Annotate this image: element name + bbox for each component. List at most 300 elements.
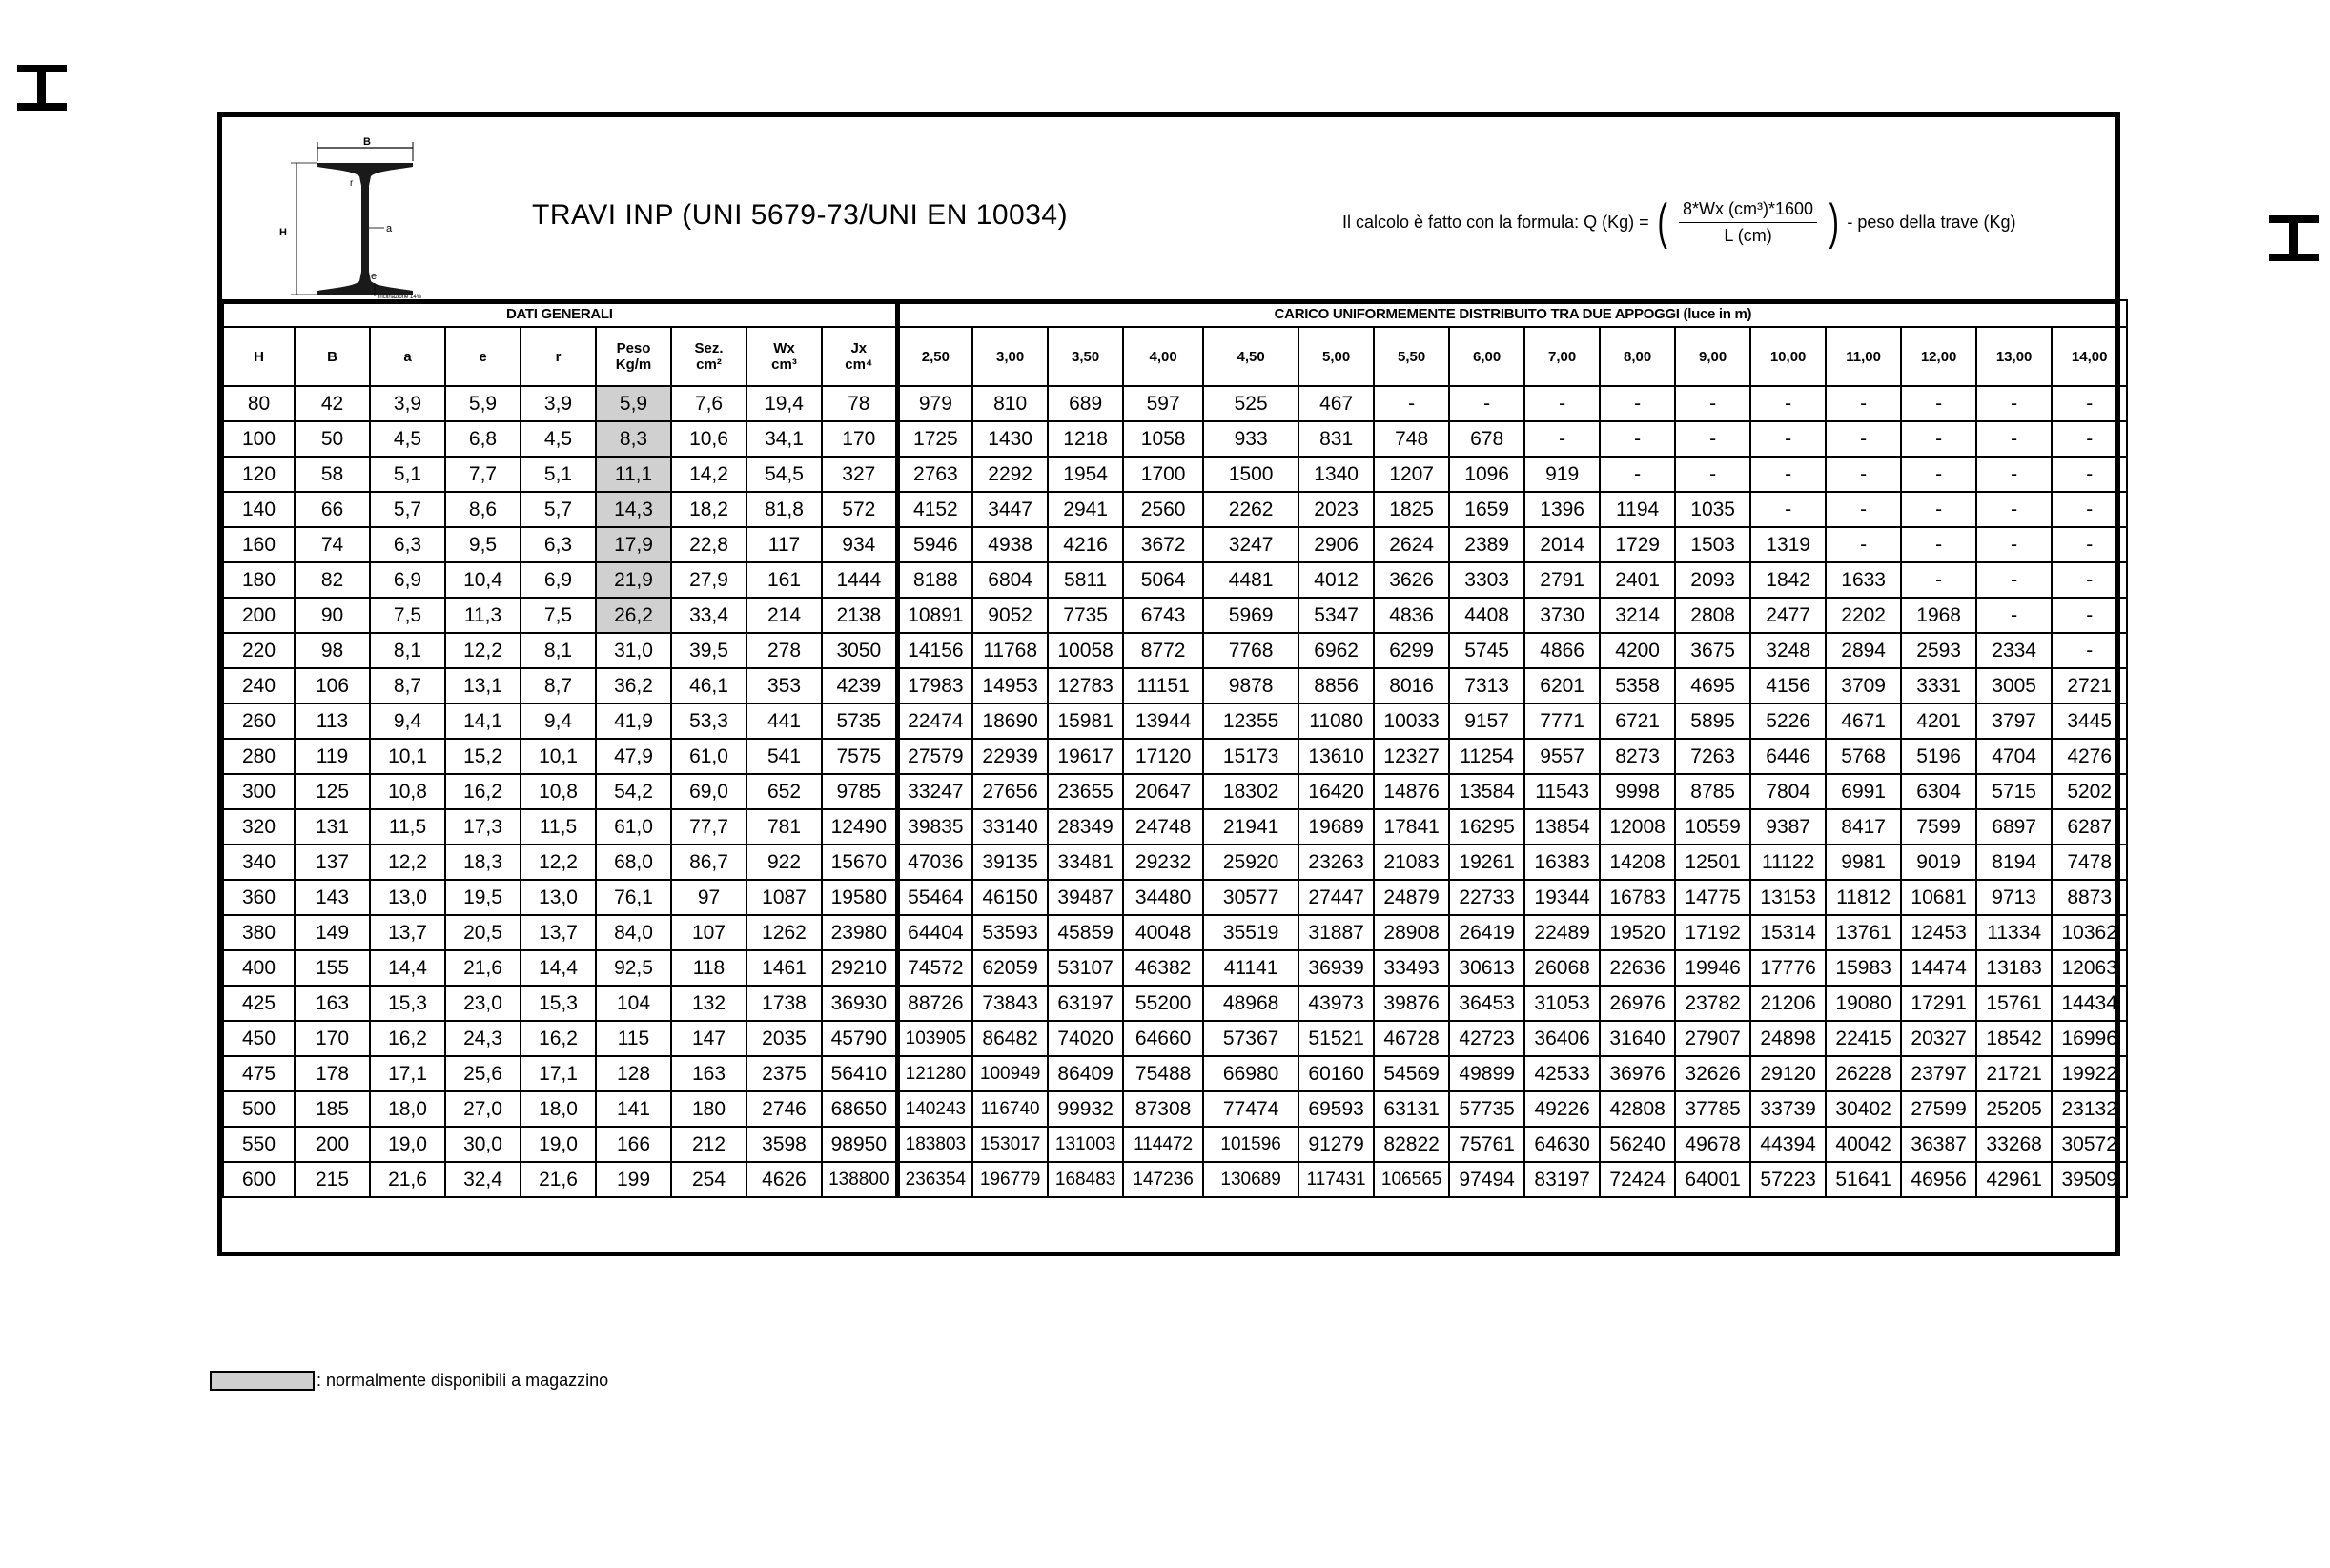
table-cell-load: 17291 bbox=[1901, 986, 1976, 1021]
table-cell-load: 3709 bbox=[1826, 668, 1901, 703]
table-cell-load: 8417 bbox=[1826, 809, 1901, 845]
table-cell-general: 16,2 bbox=[370, 1021, 445, 1056]
table-cell-general: 29210 bbox=[822, 950, 897, 986]
table-cell-load: 3248 bbox=[1750, 633, 1826, 668]
table-row bbox=[223, 880, 2127, 915]
formula-open-paren: ( bbox=[1657, 194, 1667, 250]
table-cell-load: 36453 bbox=[1449, 986, 1524, 1021]
table-cell-general: 68,0 bbox=[596, 845, 671, 880]
table-cell-general: 117 bbox=[746, 527, 822, 562]
table-cell-load: 21941 bbox=[1203, 809, 1298, 845]
table-cell-general: 9,4 bbox=[370, 703, 445, 739]
table-cell-load: - bbox=[1675, 421, 1750, 457]
table-cell-general: 5,9 bbox=[445, 386, 521, 421]
table-cell-load: 33140 bbox=[972, 809, 1048, 845]
group-header-general: DATI GENERALI bbox=[223, 300, 897, 327]
table-cell-general: 53,3 bbox=[671, 703, 746, 739]
table-cell-load: 10362 bbox=[2052, 915, 2127, 950]
table-cell-load: 5202 bbox=[2052, 774, 2127, 809]
span-column-header: 13,00 bbox=[1976, 327, 2052, 386]
table-cell-load: - bbox=[2052, 421, 2127, 457]
table-cell-load: 7478 bbox=[2052, 845, 2127, 880]
i-beam-corner-icon-left bbox=[17, 65, 67, 111]
table-cell-general: 13,1 bbox=[445, 668, 521, 703]
table-cell-load: 101596 bbox=[1203, 1127, 1298, 1162]
formula-tail: - peso della trave (Kg) bbox=[1847, 212, 2016, 232]
table-cell-load: 21721 bbox=[1976, 1056, 2052, 1091]
table-cell-general: 360 bbox=[223, 880, 295, 915]
table-cell-load: 3447 bbox=[972, 492, 1048, 527]
table-cell-load: 30402 bbox=[1826, 1091, 1901, 1127]
table-cell-load: 4671 bbox=[1826, 703, 1901, 739]
svg-text:H: H bbox=[279, 227, 287, 238]
table-cell-load: 31887 bbox=[1298, 915, 1374, 950]
column-header-line: B bbox=[327, 348, 337, 365]
table-cell-load: 11254 bbox=[1449, 739, 1524, 774]
table-cell-load: 2894 bbox=[1826, 633, 1901, 668]
table-cell-load: 2389 bbox=[1449, 527, 1524, 562]
table-cell-general: 46,1 bbox=[671, 668, 746, 703]
table-cell-general: 50 bbox=[295, 421, 370, 457]
span-column-header: 3,50 bbox=[1048, 327, 1123, 386]
page-title: TRAVI INP (UNI 5679-73/UNI EN 10034) bbox=[532, 199, 1069, 231]
table-cell-load: 3730 bbox=[1524, 598, 1600, 633]
table-cell-load: 21206 bbox=[1750, 986, 1826, 1021]
table-cell-general: 98 bbox=[295, 633, 370, 668]
table-cell-load: 49899 bbox=[1449, 1056, 1524, 1091]
table-cell-load: 5715 bbox=[1976, 774, 2052, 809]
table-cell-general: 10,1 bbox=[370, 739, 445, 774]
table-cell-general: 113 bbox=[295, 703, 370, 739]
table-cell-load: 16996 bbox=[2052, 1021, 2127, 1056]
table-cell-general: 475 bbox=[223, 1056, 295, 1091]
table-cell-load: 7313 bbox=[1449, 668, 1524, 703]
table-cell-load: 196779 bbox=[972, 1162, 1048, 1197]
table-cell-load: - bbox=[1750, 421, 1826, 457]
table-cell-general: 17,1 bbox=[370, 1056, 445, 1091]
formula-close-paren: ) bbox=[1829, 194, 1839, 250]
table-cell-load: 33481 bbox=[1048, 845, 1123, 880]
table-cell-load: 55464 bbox=[897, 880, 972, 915]
table-cell-general: 13,7 bbox=[521, 915, 596, 950]
table-row bbox=[223, 986, 2127, 1021]
table-cell-load: 5745 bbox=[1449, 633, 1524, 668]
table-cell-general: 166 bbox=[596, 1127, 671, 1162]
table-cell-load: 6299 bbox=[1374, 633, 1449, 668]
table-cell-load: 75488 bbox=[1123, 1056, 1203, 1091]
table-cell-load: 39835 bbox=[897, 809, 972, 845]
table-cell-general: 14,4 bbox=[521, 950, 596, 986]
table-cell-general: 137 bbox=[295, 845, 370, 880]
table-cell-load: 5895 bbox=[1675, 703, 1750, 739]
table-cell-load: 5064 bbox=[1123, 562, 1203, 598]
table-cell-load: - bbox=[1826, 421, 1901, 457]
column-header-line: e bbox=[479, 348, 487, 365]
table-cell-general: 17,1 bbox=[521, 1056, 596, 1091]
table-cell-general: 353 bbox=[746, 668, 822, 703]
table-cell-general: 39,5 bbox=[671, 633, 746, 668]
table-cell-general: 15,3 bbox=[521, 986, 596, 1021]
table-cell-general: 8,6 bbox=[445, 492, 521, 527]
table-cell-general: 5,9 bbox=[596, 386, 671, 421]
table-cell-load: 15761 bbox=[1976, 986, 2052, 1021]
table-cell-load: 3797 bbox=[1976, 703, 2052, 739]
table-cell-load: 26228 bbox=[1826, 1056, 1901, 1091]
table-cell-load: - bbox=[2052, 598, 2127, 633]
table-cell-general: 9785 bbox=[822, 774, 897, 809]
table-cell-load: 35519 bbox=[1203, 915, 1298, 950]
table-cell-general: 5,7 bbox=[521, 492, 596, 527]
table-cell-general: 19,4 bbox=[746, 386, 822, 421]
table-cell-load: 6743 bbox=[1123, 598, 1203, 633]
table-cell-general: 185 bbox=[295, 1091, 370, 1127]
table-cell-general: 23980 bbox=[822, 915, 897, 950]
table-cell-load: 15981 bbox=[1048, 703, 1123, 739]
table-cell-load: 19946 bbox=[1675, 950, 1750, 986]
table-cell-general: 652 bbox=[746, 774, 822, 809]
table-cell-general: 180 bbox=[671, 1091, 746, 1127]
table-row bbox=[223, 386, 2127, 421]
table-cell-load: 11334 bbox=[1976, 915, 2052, 950]
table-cell-load: 30572 bbox=[2052, 1127, 2127, 1162]
table-cell-general: 107 bbox=[671, 915, 746, 950]
table-cell-load: 31640 bbox=[1600, 1021, 1675, 1056]
table-cell-general: 20,5 bbox=[445, 915, 521, 950]
table-cell-general: 3,9 bbox=[521, 386, 596, 421]
table-cell-general: 260 bbox=[223, 703, 295, 739]
table-cell-general: 280 bbox=[223, 739, 295, 774]
table-cell-load: - bbox=[2052, 492, 2127, 527]
table-cell-general: 54,2 bbox=[596, 774, 671, 809]
table-cell-load: 21083 bbox=[1374, 845, 1449, 880]
span-column-header: 8,00 bbox=[1600, 327, 1675, 386]
table-cell-load: 2014 bbox=[1524, 527, 1600, 562]
table-cell-general: 19580 bbox=[822, 880, 897, 915]
table-cell-general: 21,9 bbox=[596, 562, 671, 598]
table-cell-general: 8,7 bbox=[521, 668, 596, 703]
table-row bbox=[223, 527, 2127, 562]
table-cell-general: 68650 bbox=[822, 1091, 897, 1127]
table-cell-load: 62059 bbox=[972, 950, 1048, 986]
span-column-header: 5,00 bbox=[1298, 327, 1374, 386]
table-cell-load: - bbox=[1449, 386, 1524, 421]
table-cell-load: 86409 bbox=[1048, 1056, 1123, 1091]
table-cell-general: 14,2 bbox=[671, 457, 746, 492]
beam-table-frame bbox=[217, 112, 2120, 1256]
table-cell-load: 4836 bbox=[1374, 598, 1449, 633]
column-header-line: Jx bbox=[850, 340, 868, 356]
span-column-header: 11,00 bbox=[1826, 327, 1901, 386]
table-cell-load: 1218 bbox=[1048, 421, 1123, 457]
span-column-header: 14,00 bbox=[2052, 327, 2127, 386]
svg-text:a: a bbox=[386, 223, 393, 234]
table-cell-general: 21,6 bbox=[445, 950, 521, 986]
table-cell-load: 4408 bbox=[1449, 598, 1524, 633]
table-cell-load: 117431 bbox=[1298, 1162, 1374, 1197]
table-cell-load: 2023 bbox=[1298, 492, 1374, 527]
table-cell-general: 214 bbox=[746, 598, 822, 633]
column-header bbox=[295, 327, 370, 386]
span-column-header: 4,50 bbox=[1203, 327, 1298, 386]
table-cell-general: 138800 bbox=[822, 1162, 897, 1197]
table-cell-load: - bbox=[1374, 386, 1449, 421]
table-cell-load: 8188 bbox=[897, 562, 972, 598]
table-cell-load: 14474 bbox=[1901, 950, 1976, 986]
table-cell-load: 23655 bbox=[1048, 774, 1123, 809]
table-cell-load: 121280 bbox=[897, 1056, 972, 1091]
table-cell-load: 8772 bbox=[1123, 633, 1203, 668]
table-cell-general: 10,6 bbox=[671, 421, 746, 457]
table-cell-load: 27907 bbox=[1675, 1021, 1750, 1056]
table-cell-load: 26068 bbox=[1524, 950, 1600, 986]
table-cell-load: 36939 bbox=[1298, 950, 1374, 986]
table-cell-load: - bbox=[2052, 457, 2127, 492]
table-cell-load: 19617 bbox=[1048, 739, 1123, 774]
table-cell-load: 18542 bbox=[1976, 1021, 2052, 1056]
table-cell-load: 39509 bbox=[2052, 1162, 2127, 1197]
table-cell-general: 115 bbox=[596, 1021, 671, 1056]
table-cell-general: 69,0 bbox=[671, 774, 746, 809]
table-cell-load: 8194 bbox=[1976, 845, 2052, 880]
table-cell-load: - bbox=[1826, 492, 1901, 527]
table-cell-load: 4152 bbox=[897, 492, 972, 527]
table-cell-load: 51641 bbox=[1826, 1162, 1901, 1197]
table-cell-general: 6,9 bbox=[370, 562, 445, 598]
table-cell-general: 66 bbox=[295, 492, 370, 527]
table-cell-general: 36930 bbox=[822, 986, 897, 1021]
table-cell-load: 64404 bbox=[897, 915, 972, 950]
table-row bbox=[223, 492, 2127, 527]
table-cell-general: 100 bbox=[223, 421, 295, 457]
table-cell-general: 4239 bbox=[822, 668, 897, 703]
table-cell-general: 18,2 bbox=[671, 492, 746, 527]
table-cell-general: 1262 bbox=[746, 915, 822, 950]
span-column-header: 6,00 bbox=[1449, 327, 1524, 386]
table-cell-load: 53593 bbox=[972, 915, 1048, 950]
table-cell-general: 19,0 bbox=[521, 1127, 596, 1162]
table-cell-load: 33493 bbox=[1374, 950, 1449, 986]
table-cell-load: 1503 bbox=[1675, 527, 1750, 562]
table-cell-general: 17,9 bbox=[596, 527, 671, 562]
svg-text:e: e bbox=[371, 271, 378, 282]
table-cell-load: 99932 bbox=[1048, 1091, 1123, 1127]
table-cell-load: 26976 bbox=[1600, 986, 1675, 1021]
table-cell-load: 29232 bbox=[1123, 845, 1203, 880]
table-cell-load: 12355 bbox=[1203, 703, 1298, 739]
column-header-line: cm⁴ bbox=[845, 356, 873, 373]
table-cell-load: 14953 bbox=[972, 668, 1048, 703]
table-cell-load: 11122 bbox=[1750, 845, 1826, 880]
table-cell-load: 15173 bbox=[1203, 739, 1298, 774]
table-cell-load: 678 bbox=[1449, 421, 1524, 457]
table-cell-load: - bbox=[1901, 562, 1976, 598]
table-cell-load: - bbox=[1826, 457, 1901, 492]
table-cell-load: 6287 bbox=[2052, 809, 2127, 845]
table-cell-load: 17120 bbox=[1123, 739, 1203, 774]
table-cell-general: 220 bbox=[223, 633, 295, 668]
table-cell-load: 933 bbox=[1203, 421, 1298, 457]
table-cell-general: 7,5 bbox=[521, 598, 596, 633]
table-cell-load: 39487 bbox=[1048, 880, 1123, 915]
table-cell-general: 30,0 bbox=[445, 1127, 521, 1162]
table-cell-load: 1396 bbox=[1524, 492, 1600, 527]
table-cell-load: 6897 bbox=[1976, 809, 2052, 845]
table-cell-load: 919 bbox=[1524, 457, 1600, 492]
table-cell-load: 75761 bbox=[1449, 1127, 1524, 1162]
column-header bbox=[671, 327, 746, 386]
table-cell-load: 4156 bbox=[1750, 668, 1826, 703]
table-cell-load: 7599 bbox=[1901, 809, 1976, 845]
table-cell-general: 14,4 bbox=[370, 950, 445, 986]
table-cell-load: 12008 bbox=[1600, 809, 1675, 845]
table-cell-general: 600 bbox=[223, 1162, 295, 1197]
table-cell-load: 183803 bbox=[897, 1127, 972, 1162]
table-cell-general: 199 bbox=[596, 1162, 671, 1197]
svg-text:B: B bbox=[363, 136, 371, 148]
table-cell-general: 80 bbox=[223, 386, 295, 421]
table-cell-load: - bbox=[1600, 386, 1675, 421]
table-cell-load: 12453 bbox=[1901, 915, 1976, 950]
table-cell-load: 1729 bbox=[1600, 527, 1675, 562]
table-cell-load: 12783 bbox=[1048, 668, 1123, 703]
table-row bbox=[223, 633, 2127, 668]
table-cell-load: 4276 bbox=[2052, 739, 2127, 774]
table-cell-load: 4200 bbox=[1600, 633, 1675, 668]
table-cell-load: 27447 bbox=[1298, 880, 1374, 915]
table-row bbox=[223, 1127, 2127, 1162]
table-cell-load: 6201 bbox=[1524, 668, 1600, 703]
table-cell-general: 16,2 bbox=[445, 774, 521, 809]
table-cell-general: 14,1 bbox=[445, 703, 521, 739]
span-column-header: 7,00 bbox=[1524, 327, 1600, 386]
table-cell-load: 36976 bbox=[1600, 1056, 1675, 1091]
table-row bbox=[223, 739, 2127, 774]
table-cell-general: 200 bbox=[223, 598, 295, 633]
column-header bbox=[223, 327, 295, 386]
table-cell-general: 12,2 bbox=[445, 633, 521, 668]
table-cell-load: 42961 bbox=[1976, 1162, 2052, 1197]
table-cell-load: 3445 bbox=[2052, 703, 2127, 739]
table-cell-load: 56240 bbox=[1600, 1127, 1675, 1162]
table-cell-general: 170 bbox=[822, 421, 897, 457]
table-cell-load: - bbox=[2052, 386, 2127, 421]
table-cell-general: 14,3 bbox=[596, 492, 671, 527]
table-cell-general: 380 bbox=[223, 915, 295, 950]
table-cell-load: 8873 bbox=[2052, 880, 2127, 915]
table-cell-general: 2138 bbox=[822, 598, 897, 633]
table-cell-general: 550 bbox=[223, 1127, 295, 1162]
table-cell-load: 64660 bbox=[1123, 1021, 1203, 1056]
table-cell-load: 60160 bbox=[1298, 1056, 1374, 1091]
table-row bbox=[223, 1021, 2127, 1056]
table-cell-load: 20647 bbox=[1123, 774, 1203, 809]
table-cell-load: 51521 bbox=[1298, 1021, 1374, 1056]
table-cell-load: 27579 bbox=[897, 739, 972, 774]
table-cell-general: 327 bbox=[822, 457, 897, 492]
table-cell-load: 4866 bbox=[1524, 633, 1600, 668]
table-cell-load: 37785 bbox=[1675, 1091, 1750, 1127]
table-cell-general: 118 bbox=[671, 950, 746, 986]
table-cell-load: 467 bbox=[1298, 386, 1374, 421]
table-cell-general: 10,8 bbox=[370, 774, 445, 809]
table-cell-load: 1096 bbox=[1449, 457, 1524, 492]
table-cell-load: - bbox=[1976, 386, 2052, 421]
table-cell-load: 153017 bbox=[972, 1127, 1048, 1162]
table-cell-load: 525 bbox=[1203, 386, 1298, 421]
table-cell-general: 34,1 bbox=[746, 421, 822, 457]
table-cell-load: 64630 bbox=[1524, 1127, 1600, 1162]
table-cell-load: 19520 bbox=[1600, 915, 1675, 950]
table-cell-load: - bbox=[1901, 457, 1976, 492]
table-cell-general: 119 bbox=[295, 739, 370, 774]
table-cell-load: 14876 bbox=[1374, 774, 1449, 809]
table-cell-general: 441 bbox=[746, 703, 822, 739]
column-header-line: Sez. bbox=[694, 340, 724, 356]
table-cell-load: 3247 bbox=[1203, 527, 1298, 562]
formula-numerator: 8*Wx (cm³)*1600 bbox=[1679, 199, 1817, 223]
table-cell-load: 2721 bbox=[2052, 668, 2127, 703]
table-cell-load: 42533 bbox=[1524, 1056, 1600, 1091]
column-header bbox=[521, 327, 596, 386]
column-header-line: Wx bbox=[773, 340, 795, 356]
table-cell-general: 1461 bbox=[746, 950, 822, 986]
table-cell-load: 8785 bbox=[1675, 774, 1750, 809]
table-cell-load: 19344 bbox=[1524, 880, 1600, 915]
table-cell-general: 3,9 bbox=[370, 386, 445, 421]
table-cell-general: 18,0 bbox=[521, 1091, 596, 1127]
table-cell-general: 18,0 bbox=[370, 1091, 445, 1127]
table-cell-load: 18302 bbox=[1203, 774, 1298, 809]
table-cell-load: 24879 bbox=[1374, 880, 1449, 915]
table-cell-load: - bbox=[1524, 421, 1600, 457]
table-cell-load: 116740 bbox=[972, 1091, 1048, 1127]
table-cell-general: 132 bbox=[671, 986, 746, 1021]
table-cell-general: 541 bbox=[746, 739, 822, 774]
table-cell-load: - bbox=[1976, 598, 2052, 633]
table-cell-general: 278 bbox=[746, 633, 822, 668]
legend-text: : normalmente disponibili a magazzino bbox=[317, 1370, 609, 1390]
table-row bbox=[223, 950, 2127, 986]
table-cell-general: 33,4 bbox=[671, 598, 746, 633]
table-cell-load: 17192 bbox=[1675, 915, 1750, 950]
table-cell-load: - bbox=[2052, 527, 2127, 562]
table-cell-general: 2746 bbox=[746, 1091, 822, 1127]
table-cell-load: 57735 bbox=[1449, 1091, 1524, 1127]
table-cell-load: 30613 bbox=[1449, 950, 1524, 986]
table-cell-load: 7263 bbox=[1675, 739, 1750, 774]
table-cell-general: 16,2 bbox=[521, 1021, 596, 1056]
table-cell-general: 42 bbox=[295, 386, 370, 421]
table-cell-load: 22636 bbox=[1600, 950, 1675, 986]
table-cell-load: 15314 bbox=[1750, 915, 1826, 950]
table-cell-load: 831 bbox=[1298, 421, 1374, 457]
table-cell-general: 2035 bbox=[746, 1021, 822, 1056]
table-cell-general: 7575 bbox=[822, 739, 897, 774]
table-cell-load: 30577 bbox=[1203, 880, 1298, 915]
table-cell-load: 17776 bbox=[1750, 950, 1826, 986]
table-cell-general: 4,5 bbox=[370, 421, 445, 457]
table-cell-load: 19689 bbox=[1298, 809, 1374, 845]
table-cell-load: 131003 bbox=[1048, 1127, 1123, 1162]
table-cell-load: 13153 bbox=[1750, 880, 1826, 915]
table-cell-load: 9052 bbox=[972, 598, 1048, 633]
table-cell-load: 12501 bbox=[1675, 845, 1750, 880]
table-cell-load: 1700 bbox=[1123, 457, 1203, 492]
table-cell-load: 8273 bbox=[1600, 739, 1675, 774]
table-cell-general: 31,0 bbox=[596, 633, 671, 668]
span-column-header: 2,50 bbox=[897, 327, 972, 386]
table-cell-load: 2763 bbox=[897, 457, 972, 492]
